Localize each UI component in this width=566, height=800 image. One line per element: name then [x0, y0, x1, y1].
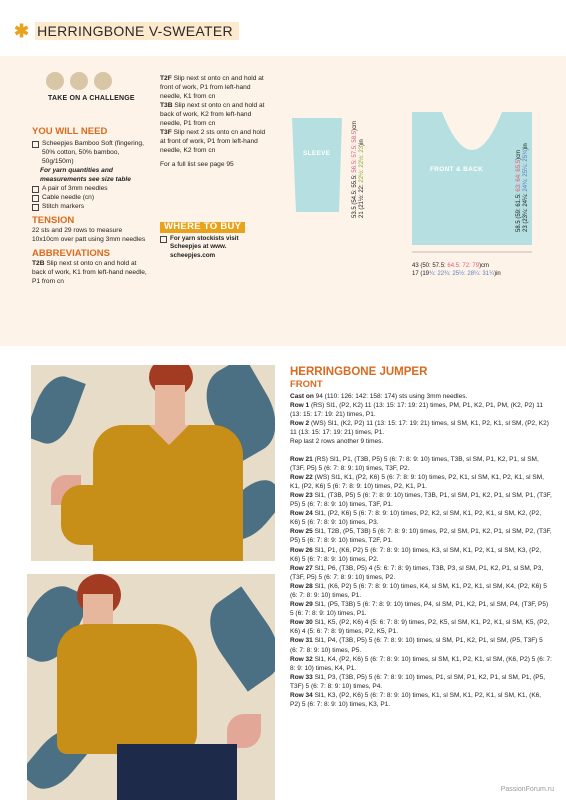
checkbox-icon	[160, 236, 167, 243]
checkbox-icon	[32, 141, 39, 148]
pattern-row: Row 2 (WS) Sl1, (K2, P2) 11 (13: 15: 17: 19: 21) times, sl SM, K1, P2, K1, sl SM, (P2, K2) 11 (13: 15: 17: 19: 21) times, P1.	[290, 420, 549, 437]
pattern-row: Cast on 94 (110: 126: 142: 158: 174) sts using 3mm needles.	[290, 393, 468, 400]
checkbox-icon	[32, 186, 39, 193]
asterisk-icon: ✱	[14, 21, 30, 41]
pattern-row: Row 30 Sl1, K5, (P2, K6) 4 (5: 6: 7: 8: 9) times, P2, K5, sl SM, K1, P2, K1, sl SM, K5, (P2, K6) 4 (5: 6: 7: 8: 9) times, P2, K5, P1.	[290, 619, 550, 636]
pattern-subtitle: FRONT	[290, 379, 323, 390]
pattern-row: Row 27 Sl1, P6, (T3B, P5) 4 (5: 6: 7: 8: 9) times, T3B, P3, sl SM, P1, K2, P1, sl SM, P3, (T3F, P5) 5 (6: 7: 8: 9: 10) times, P2.	[290, 564, 544, 581]
sleeve-shape	[292, 118, 342, 212]
pattern-row: Row 22 (WS) Sl1, K1, (P2, K6) 5 (6: 7: 8: 9: 10) times, P2, K1, sl SM, K1, P2, K1, sl SM, K1, (P2, K6) 5 (6: 7: 8: 9: 10) times, P2, K1, P1.	[290, 473, 544, 490]
page-title: HERRINGBONE V-SWEATER	[35, 22, 239, 40]
list-item: Cable needle (cn)	[32, 193, 150, 202]
pattern-instructions	[290, 392, 552, 709]
pattern-row: Row 28 Sl1, (K6, P2) 5 (6: 7: 8: 9: 10) times, K4, sl SM, K1, P2, K1, sl SM, K4, (P2, K6) 5 (6: 7: 8: 9: 10) times, P1.	[290, 582, 547, 599]
pattern-row: Rep last 2 rows another 9 times.	[290, 438, 384, 446]
you-will-need-heading: YOU WILL NEED	[32, 126, 108, 137]
checkbox-icon	[32, 204, 39, 211]
pattern-row: Row 21 (RS) Sl1, P1, (T3B, P5) 5 (6: 7: 8: 9: 10) times, T3B, sl SM, P1, K2, P1, sl SM, (T3F, P5) 5 (6: 7: 8: 9: 10) times, T3F, P2.	[290, 455, 539, 472]
abbreviations-heading: ABBREVIATIONS	[32, 248, 110, 259]
where-to-buy-heading: WHERE TO BUY	[160, 222, 245, 233]
challenge-rating	[46, 72, 118, 95]
model-photo-1	[31, 365, 275, 561]
abbrev-t2f: T2F Slip next st onto cn and hold at front of work, P1 from left-hand needle, K1 from cn	[160, 75, 264, 100]
tension-text: 22 sts and 29 rows to measure 10x10cm over patt using 3mm needles	[32, 227, 146, 243]
yarn-note: For yarn quantities and measurements see size table	[40, 167, 131, 183]
pattern-row: Row 1 (RS) Sl1, (P2, K2) 11 (13: 15: 17: 19: 21) times, PM, P1, K2, P1, PM, (K2, P2) 11 (13: 15: 17: 19: 21) times, P1.	[290, 402, 544, 419]
challenge-label: TAKE ON A CHALLENGE	[48, 95, 135, 102]
watermark: PassionForum.ru	[500, 786, 554, 793]
abbrev-t3b: T3B Slip next st onto cn and hold at back of work, K2 from left-hand needle, P1 from cn	[160, 102, 265, 127]
width-measure: 43 (50: 57.5: 64.5: 72: 79)cm 17 (19¾: 22¾: 25½: 28¼: 31¼)in	[412, 263, 501, 277]
pattern-title: HERRINGBONE JUMPER	[290, 366, 428, 378]
body-length-measure: 58.5 (59: 61.5: 63: 64: 65.5)cm 23 (23¼: 24¼: 24¾: 25¼: 25¾)in	[516, 143, 529, 232]
abbreviations-continued	[160, 74, 272, 169]
tension-heading: TENSION	[32, 215, 75, 226]
sleeve-length-measure: 53.5 (54.5: 55.5: 56.5: 57.5: 58.5)cm 21 (21½: 22: 22½: 22½: 23)in	[352, 120, 365, 218]
header-title	[14, 22, 239, 40]
list-item: A pair of 3mm needles	[32, 184, 150, 193]
abbrev-t3f: T3F Slip next 2 sts onto cn and hold at front of work, P1 from left-hand needle, K2 from cn	[160, 129, 266, 154]
where-to-buy-text: For yarn stockists visit Scheepjes at www. scheepjes.com	[160, 235, 270, 261]
abbrev-list-note: For a full list see page 95	[160, 161, 234, 168]
pattern-row: Row 34 Sl1, K3, (P2, K6) 5 (6: 7: 8: 9: 10) times, K1, sl SM, K1, P2, K1, sl SM, K1, (K6, P2) 5 (6: 7: 8: 9: 10) times, K3, P1.	[290, 692, 542, 709]
list-item: Stitch markers	[32, 202, 150, 211]
front-back-shape	[412, 112, 532, 245]
yarn-ball-icon	[70, 72, 88, 90]
abbrev-t2b: T2B Slip next st onto cn and hold at back of work, K1 from left-hand needle, P1 from cn	[32, 260, 147, 285]
pattern-row: Row 23 Sl1, (T3B, P5) 5 (6: 7: 8: 9: 10) times, T3B, P1, sl SM, P1, K2, P1, sl SM, P1, (T3F, P5) 5 (6: 7: 8: 9: 10) times, T3F, P1.	[290, 491, 552, 509]
pattern-row: Row 25 Sl1, T2B, (P5, T3B) 5 (6: 7: 8: 9: 10) times, P2, sl SM, P1, K2, P1, sl SM, P2, (T3F, P5) 5 (6: 7: 8: 9: 10) times, T2F, P1.	[290, 528, 552, 545]
you-will-need-section	[32, 126, 150, 286]
model-photo-2	[27, 574, 275, 800]
front-back-label: FRONT & BACK	[430, 166, 484, 173]
sleeve-label: SLEEVE	[303, 150, 331, 157]
yarn-ball-icon	[94, 72, 112, 90]
checkbox-icon	[32, 195, 39, 202]
pattern-row: Row 32 Sl1, K4, (P2, K6) 5 (6: 7: 8: 9: 10) times, sl SM, K1, P2, K1, sl SM, (K6, P2) 5 (6: 7: 8: 9: 10) times, K4, P1.	[290, 655, 552, 672]
yarn-ball-icon	[46, 72, 64, 90]
pattern-row: Row 31 Sl1, P4, (T3B, P5) 5 (6: 7: 8: 9: 10) times, sl SM, P1, K2, P1, sl SM, (P5, T3F) 5 (6: 7: 8: 9: 10) times, P5.	[290, 637, 543, 654]
where-to-buy	[160, 222, 270, 260]
pattern-row: Row 26 Sl1, P1, (K6, P2) 5 (6: 7: 8: 9: 10) times, K3, sl SM, K1, P2, K1, sl SM, K3, (P2, K6) 5 (6: 7: 8: 9: 10) times, P2.	[290, 546, 542, 563]
pattern-row: Row 29 Sl1, (P5, T3B) 5 (6: 7: 8: 9: 10) times, P4, sl SM, P1, K2, P1, sl SM, P4, (T3F, P5) 5 (6: 7: 8: 9: 10) times, P1.	[290, 601, 549, 618]
pattern-row: Row 24 Sl1, (P2, K6) 5 (6: 7: 8: 9: 10) times, P2, K2, sl SM, K1, P2, K1, sl SM, K2, (P2, K6) 5 (6: 7: 8: 9: 10) times, P3.	[290, 510, 542, 527]
pattern-row: Row 33 Sl1, P3, (T3B, P5) 5 (6: 7: 8: 9: 10) times, P1, sl SM, P1, K2, P1, sl SM, P1, (P5, T3F) 5 (6: 7: 8: 9: 10) times, P4.	[290, 673, 546, 690]
yarn-item: Scheepjes Bamboo Soft (fingering, 50% cotton, 50% bamboo, 50g/150m)	[32, 139, 150, 166]
